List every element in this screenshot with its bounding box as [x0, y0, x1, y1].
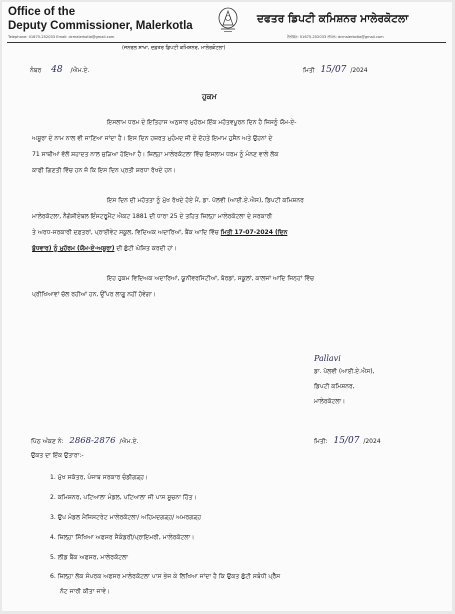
paragraph-1-line-4: ਕਾਫੀ ਗਿਣਤੀ ਵਿੱਚ ਹਨ ਜੋ ਕਿ ਇਸ ਦਿਨ ਪ੍ਰਤੀ ਸ਼ਰਧਾ ਰੱਖਦੇ ਹਨ। [32, 167, 176, 174]
punjabi-telephone-email: ਟੈਲੀਫੋਨ: 01675-252033 ਈਮੇਲ: dcmalerkotla@gmail.com [287, 35, 384, 39]
distribution-list [50, 474, 445, 614]
list-item: 6. ਜ਼ਿਲ੍ਹਾ ਲੋਕ ਸੰਪਰਕ ਅਫਸਰ ਮਾਲੇਰਕੋਟਲਾ ਪਾਸ ਭੇਜ ਕੇ ਲਿਖਿਆ ਜਾਂਦਾ ਹੈ ਕਿ ਉਕਤ ਛੁੱਟੀ ਸਬੰਧੀ ਪ੍ਰੈੱਸ [50, 573, 281, 580]
endorsement-date [314, 436, 381, 446]
paragraph-2-line-1: ਇਸ ਦਿਨ ਦੀ ਮਹੱਤਤਾ ਨੂੰ ਮੁੱਖ ਰੱਖਦੇ ਹੋਏ ਮੈਂ, ਡਾ. ਪੱਲਵੀ (ਆਈ.ਏ.ਐਸ), ਡਿਪਟੀ ਕਮਿਸ਼ਨਰ [107, 197, 304, 204]
paragraph-2-line-3 [32, 227, 287, 240]
endorsement-suffix: /ਐਮ.ਏ. [119, 438, 139, 445]
header-divider [7, 42, 446, 43]
endorsement-label: ਪਿੱਠ ਅੰਕਣ ਨੰ: [31, 438, 64, 445]
paragraph-1-line-1: ਇਸਲਾਮ ਧਰਮ ਦੇ ਇਤਿਹਾਸ ਅਨੁਸਾਰ ਮੁਹੱਰਮ ਇੱਕ ਮਹੱਤਵਪੂਰਨ ਦਿਨ ਹੈ ਜਿਸਨੂੰ ਯੌਮ-ਏ- [107, 119, 297, 126]
reference-number [30, 65, 89, 75]
signatory-place: ਮਾਲੇਰਕੋਟਲਾ। [314, 398, 346, 405]
list-item: 3. ਉਪ ਮੰਡਲ ਮੈਜਿਸਟਰੇਟ ਮਾਲੇਰਕੋਟਲਾ/ ਅਹਿਮਦਗੜ੍ਹ/ ਅਮਰਗੜ੍ਹ [50, 514, 202, 521]
office-line-2: Deputy Commissioner, Malerkotla [8, 20, 193, 32]
paragraph-3-line-2: ਪ੍ਰੀਖਿਆਵਾਂ ਚੱਲ ਰਹੀਆਂ ਹਨ, ਉੱਪਰ ਲਾਗੂ ਨਹੀਂ ਹੋਵੇਗਾ। [32, 291, 156, 298]
paragraph-2-line-3-text: ਤੇ ਅਰਧ-ਸਰਕਾਰੀ ਦਫ਼ਤਰਾਂ, ਪ੍ਰਾਈਵੇਟ ਸਕੂਲ, ਵਿਦਿਅਕ ਅਦਾਰਿਆਂ, ਬੈਂਕ ਆਦਿ ਵਿੱਚ [32, 229, 221, 236]
endorsement-date-label: ਮਿਤੀ: [314, 438, 328, 445]
punjabi-office-title: ਦਫਤਰ ਡਿਪਟੀ ਕਮਿਸ਼ਨਰ ਮਾਲੇਰਕੋਟਲਾ [257, 13, 409, 25]
order-title: ਹੁਕਮ [202, 92, 217, 101]
reference-date-value: 15/07 [320, 65, 347, 75]
holiday-day-highlight: ਬੁੱਧਵਾਰ) ਨੂੰ ਮੁਹੱਰਮ (ਯੌਮ-ਏ-ਅਸ਼ੂਰਾ) [32, 245, 115, 252]
order-document [2, 2, 452, 611]
endorsement-number [31, 436, 138, 446]
endorsement-number-value: 2868-2876 [69, 436, 116, 446]
list-item: 5. ਲੀਡ ਬੈਂਕ ਅਫਸਰ, ਮਾਲੇਰਕੋਟਲਾ [50, 554, 129, 561]
reference-number-value: 48 [51, 65, 63, 75]
endorsement-date-value: 15/07 [333, 436, 360, 446]
paragraph-2-line-4 [32, 243, 177, 256]
list-item: 2. ਕਮਿਸ਼ਨਰ, ਪਟਿਆਲਾ ਮੰਡਲ, ਪਟਿਆਲਾ ਜੀ ਪਾਸ ਸੂਚਨਾ ਹਿੱਤ। [50, 494, 197, 501]
signatory-name: ਡਾ. ਪੱਲਵੀ (ਆਈ.ਏ.ਐਸ), [314, 368, 375, 375]
endorsement-date-year: /2024 [363, 438, 381, 445]
copy-forwarded-intro: ਉਕਤ ਦਾ ਇੱਕ ਉਤਾਰਾ:- [31, 452, 84, 459]
paragraph-1-line-3: 71 ਸਾਥੀਆਂ ਵੱਲੋਂ ਸ਼ਹਾਦਤ ਨਾਲ ਜੁੜਿਆ ਹੋਇਆ ਹੈ। ਜ਼ਿਲ੍ਹਾ ਮਾਲੇਰਕੋਟਲਾ ਵਿੱਚ ਇਸਲਾਮ ਧਰਮ ਨੂੰ ਮੰਨਣ ਵਾਲੇ ਲੋਕ [32, 151, 279, 158]
paragraph-2-line-4-text: ਦੀ ਛੁੱਟੀ ਘੋਸ਼ਿਤ ਕਰਦੀ ਹਾਂ। [114, 245, 177, 252]
list-item: 1. ਮੁੱਖ ਸਕੱਤਰ, ਪੰਜਾਬ ਸਰਕਾਰ ਚੰਡੀਗੜ੍ਹ। [50, 474, 149, 481]
reference-number-label: ਨੰਬਰ [30, 67, 42, 74]
reference-number-suffix: /ਐਮ.ਏ. [70, 67, 90, 74]
paragraph-1-line-2: ਅਸ਼ੂਰਾ ਦੇ ਨਾਮ ਨਾਲ ਵੀ ਜਾਣਿਆ ਜਾਂਦਾ ਹੈ। ਇਸ ਦਿਨ ਹਜ਼ਰਤ ਮੁਹੰਮਦ ਜੀ ਦੇ ਦੋਹਤੇ ਇਮਾਮ ਹੁਸੈਨ ਅਤੇ ਉਹਨਾਂ ਦੇ [32, 135, 273, 142]
punjab-emblem-icon [216, 5, 240, 33]
holiday-date-highlight: ਮਿਤੀ 17-07-2024 (ਦਿਨ [220, 229, 288, 236]
branch-line: (ਜਨਰਲ ਸ਼ਾਖਾ, ਦਫ਼ਤਰ ਡਿਪਟੀ ਕਮਿਸ਼ਨਰ, ਮਾਲੇਰਕੋਟਲਾ) [122, 45, 226, 51]
telephone-email: Telephone: 01675-252033 Email: dcmalerkotla@gmail.com [8, 35, 115, 39]
reference-date [303, 65, 368, 75]
office-line-1: Office of the [8, 6, 76, 18]
paragraph-2-line-2: ਮਾਲੇਰਕੋਟਲਾ, ਨੈਗੋਸ਼ੀਏਬਲ ਇੰਸਟਰੂਮੈਂਟ ਐਕਟ 1881 ਦੀ ਧਾਰਾ 25 ਦੇ ਤਹਿਤ ਜ਼ਿਲ੍ਹਾ ਮਾਲੇਰਕੋਟਲਾ ਦੇ ਸਰਕਾਰੀ [32, 213, 273, 220]
paragraph-3-line-1: ਇਹ ਹੁਕਮ ਵਿਦਿਅਕ ਅਦਾਰਿਆਂ, ਯੂਨੀਵਰਸਿਟੀਆਂ, ਬੋਰਡਾਂ, ਸਕੂਲਾਂ, ਕਾਲਜਾਂ ਆਦਿ ਜਿਨ੍ਹਾਂ ਵਿੱਚ [107, 275, 315, 282]
list-item-continuation: ਨੋਟ ਜਾਰੀ ਕੀਤਾ ਜਾਵੇ। [60, 588, 111, 595]
signatory-designation: ਡਿਪਟੀ ਕਮਿਸ਼ਨਰ, [314, 383, 355, 390]
reference-date-label: ਮਿਤੀ [303, 67, 315, 74]
list-item: 4. ਜ਼ਿਲ੍ਹਾ ਸਿੱਖਿਆ ਅਫਸਰ ਸੈਕੰਡਰੀ/ਪ੍ਰਾਇਮਰੀ, ਮਾਲੇਰਕੋਟਲਾ। [50, 534, 195, 541]
signature-scribble: Pallavi [314, 354, 341, 363]
reference-date-year: /2024 [350, 67, 368, 74]
